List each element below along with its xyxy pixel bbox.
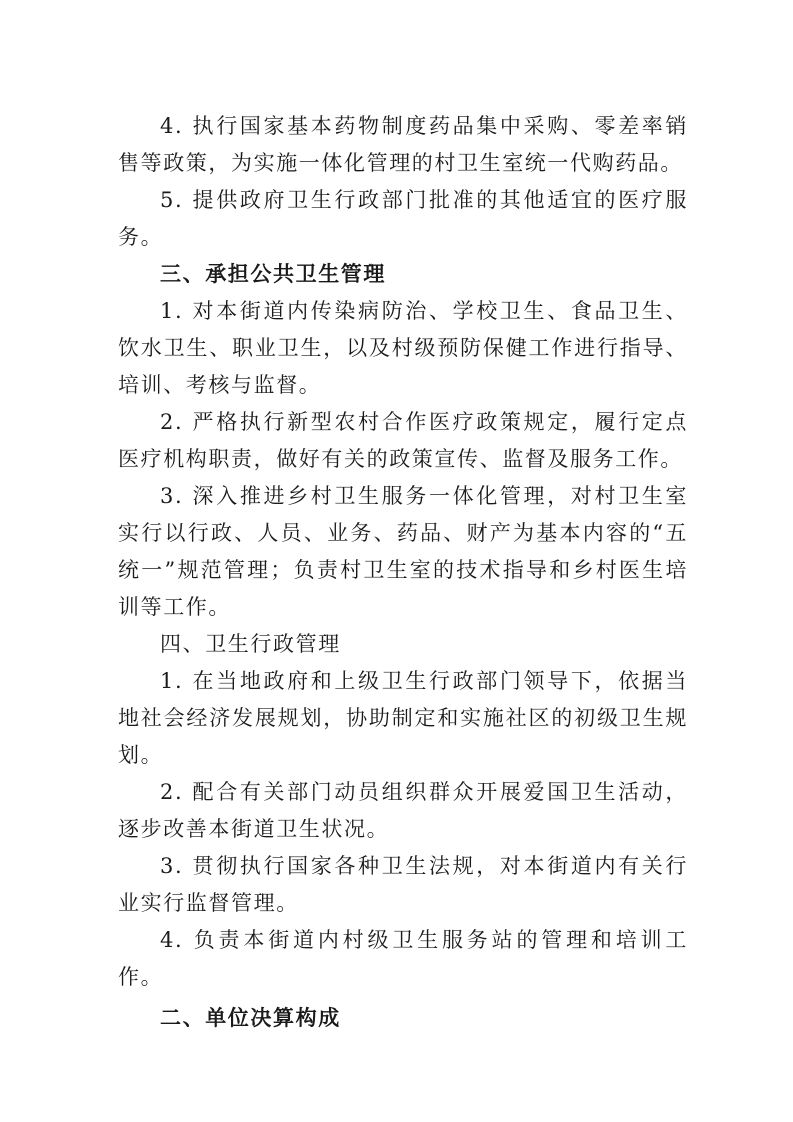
paragraph-health-regulations: 3. 贯彻执行国家各种卫生法规，对本街道内有关行业实行监督管理。 bbox=[118, 854, 688, 915]
section-heading-unit-accounts: 二、单位决算构成 bbox=[160, 1006, 341, 1030]
paragraph-disease-prevention: 1. 对本街道内传染病防治、学校卫生、食品卫生、饮水卫生、职业卫生，以及村级预防保健工作进行指导、培训、考核与监督。 bbox=[118, 299, 688, 397]
paragraph-other-medical-services: 5. 提供政府卫生行政部门批准的其他适宜的医疗服务。 bbox=[118, 188, 688, 249]
paragraph-primary-health-planning: 1. 在当地政府和上级卫生行政部门领导下，依据当地社会经济发展规划，协助制定和实施社区的初级卫生规划。 bbox=[118, 669, 688, 767]
paragraph-village-station-management: 4. 负责本街道内村级卫生服务站的管理和培训工作。 bbox=[118, 928, 688, 989]
document-body bbox=[118, 108, 688, 1037]
section-heading-health-administration: 四、卫生行政管理 bbox=[160, 632, 341, 656]
paragraph-drug-procurement: 4. 执行国家基本药物制度药品集中采购、零差率销售等政策，为实施一体化管理的村卫生室统一代购药品。 bbox=[118, 114, 688, 175]
section-heading-public-health: 三、承担公共卫生管理 bbox=[160, 262, 386, 286]
paragraph-patriotic-health-campaign: 2. 配合有关部门动员组织群众开展爱国卫生活动，逐步改善本街道卫生状况。 bbox=[118, 780, 688, 841]
paragraph-rural-cooperative-medical: 2. 严格执行新型农村合作医疗政策规定，履行定点医疗机构职责，做好有关的政策宣传、监督及服务工作。 bbox=[118, 410, 688, 471]
paragraph-village-clinic-integration: 3. 深入推进乡村卫生服务一体化管理，对村卫生室实行以行政、人员、业务、药品、财产为基本内容的“五统一”规范管理；负责村卫生室的技术指导和乡村医生培训等工作。 bbox=[118, 484, 688, 619]
